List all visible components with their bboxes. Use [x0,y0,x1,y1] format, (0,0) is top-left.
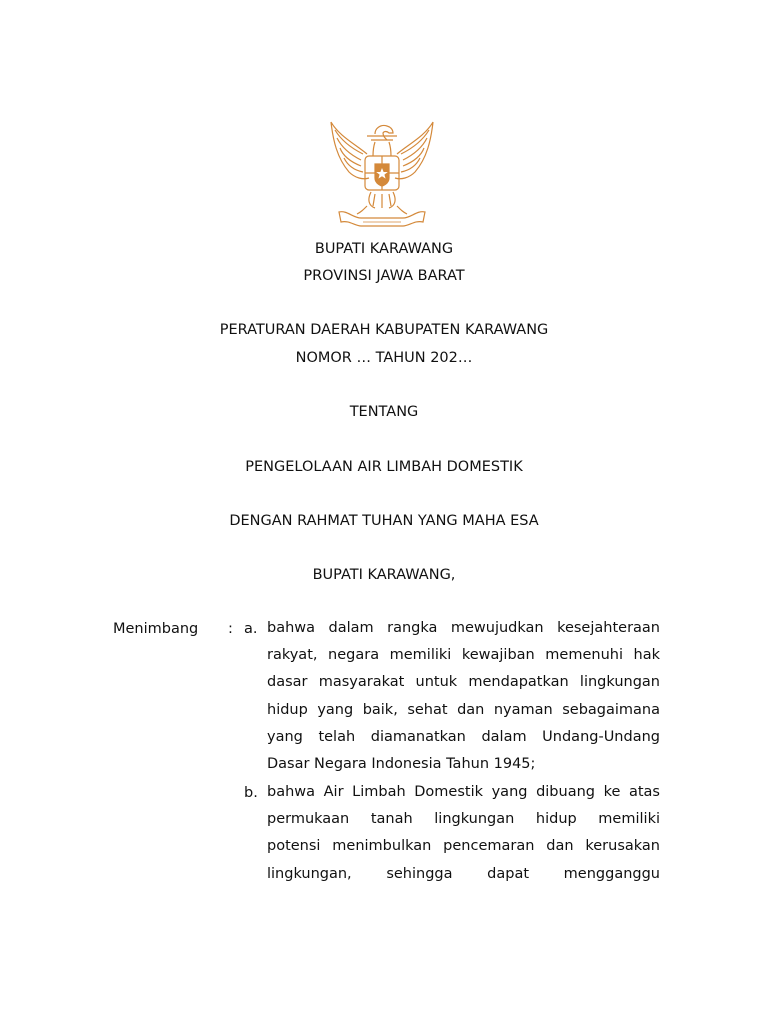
enacting-official: BUPATI KARAWANG, [312,567,456,583]
paragraph-line: permukaan tanah lingkungan hidup memiliki [267,811,660,828]
paragraph-line: bahwa Air Limbah Domestik yang dibuang ke atas [267,784,660,800]
paragraph-line: yang telah diamanatkan dalam Undang-Undang [267,728,660,745]
garuda-emblem-icon [327,114,437,234]
preamble: DENGAN RAHMAT TUHAN YANG MAHA ESA [229,513,539,529]
consideration-item-a [267,615,660,778]
regulation-subject: PENGELOLAAN AIR LIMBAH DOMESTIK [245,459,523,475]
province-title: PROVINSI JAWA BARAT [303,268,465,284]
item-letter-a: a. [244,621,258,637]
paragraph-line: Dasar Negara Indonesia Tahun 1945; [267,756,536,773]
paragraph-line: lingkungan, sehingga dapat mengganggu [267,865,660,882]
paragraph-line: potensi menimbulkan pencemaran dan kerusakan [267,838,660,855]
consideration-item-b [267,779,660,888]
considerations-label: Menimbang [113,621,199,637]
paragraph-line: bahwa dalam rangka mewujudkan kesejahteraan [267,620,660,636]
item-letter-b: b. [244,785,258,801]
considerations-colon: : [228,621,233,637]
paragraph-line: dasar masyarakat untuk mendapatkan lingkungan [267,674,660,691]
regulation-number: NOMOR … TAHUN 202… [295,350,473,366]
paragraph-line: hidup yang baik, sehat dan nyaman sebagaimana [267,701,660,718]
regulation-title: PERATURAN DAERAH KABUPATEN KARAWANG [219,322,549,338]
about-label: TENTANG [349,404,419,420]
paragraph-line: rakyat, negara memiliki kewajiban memenuhi hak [267,647,660,664]
official-title: BUPATI KARAWANG [314,241,454,257]
